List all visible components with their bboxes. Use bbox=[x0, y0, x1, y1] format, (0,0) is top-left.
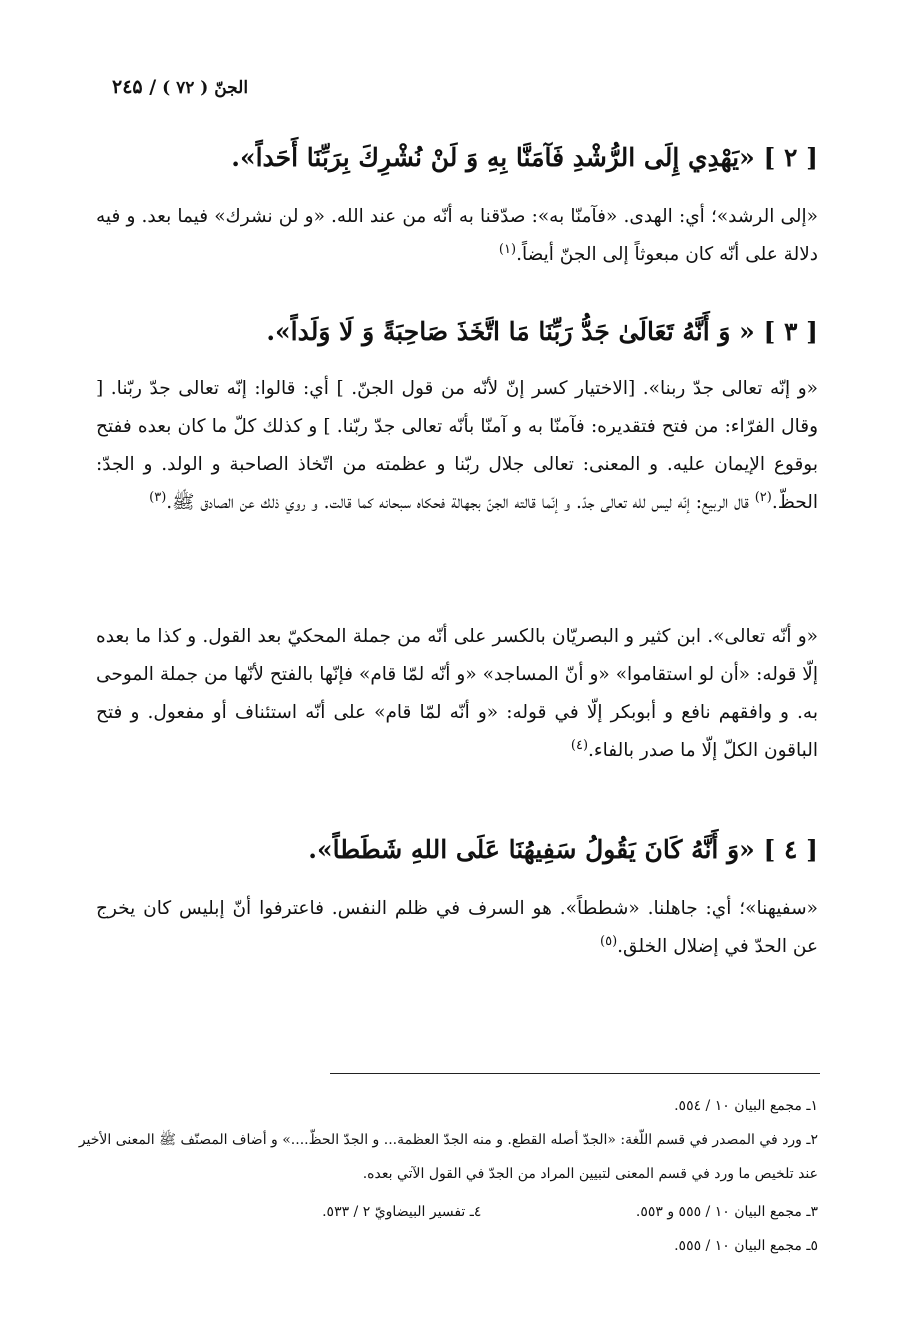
footnote-ref: (١) bbox=[498, 241, 517, 257]
footnote-ref: (٣) bbox=[149, 489, 167, 505]
verse-heading-3: [ ٣ ] « وَ أَنَّهُ تَعَالَىٰ جَدُّ رَبِّنَا مَا اتَّخَذَ صَاحِبَةً وَ لَا وَلَداً». bbox=[266, 317, 818, 346]
paragraph-text: «إلى الرشد»؛ أي: الهدى. «فآمنّا به»: صدّقنا به أنّه من عند الله. «و لن نشرك» فيما بعد. و فيه دلالة على أنّه كان مبعوثاً إلى الجنّ أيضاً. bbox=[96, 206, 818, 265]
paragraph-text: قال الربيع: إنّه ليس لله تعالى جدّ. و إنّما قالته الجنّ بجهالة فحكاه سبحانه كما قالت. و روي ذلك عن الصادق ﷺ. bbox=[166, 492, 755, 513]
running-head bbox=[112, 74, 248, 101]
surah-name: الجنّ ( ۷۲ ) bbox=[162, 78, 249, 98]
verse-heading-2: [ ٢ ] «يَهْدِي إِلَى الرُّشْدِ فَآمَنَّا بِهِ وَ لَنْ نُشْرِكَ بِرَبِّنَا أَحَداً». bbox=[231, 143, 818, 172]
commentary-paragraph bbox=[96, 198, 818, 274]
verse-heading-4: [ ٤ ] «وَ أَنَّهُ كَانَ يَقُولُ سَفِيهُنَا عَلَى اللهِ شَطَطاً». bbox=[308, 835, 818, 864]
footnote-5: ٥ـ مجمع البيان ١٠ / ٥٥٥. bbox=[674, 1238, 818, 1254]
commentary-paragraph bbox=[96, 370, 818, 522]
footnote-ref: (٤) bbox=[570, 737, 589, 753]
footnote-4: ٤ـ تفسير البيضاويّ ٢ / ٥٣٣. bbox=[322, 1204, 482, 1220]
paragraph-text: «و أنّه تعالى». ابن كثير و البصريّان بالكسر على أنّه من جملة المحكيّ بعد القول. و كذا ما بعده إلّا قوله: «أن لو استقاموا» «و أنّ المساجد» «و أنّه لمّا قام» فإنّها بالفتح لأنّها من جملة الموحى به. و وافقهم نافع و أبوبكر إلّا في قوله: «و أنّه لمّا قام» على أنّه استئناف أو مفعول. و فتح الباقون الكلّ إلّا ما صدر بالفاء. bbox=[96, 626, 818, 761]
footnote-ref: (٥) bbox=[600, 933, 618, 949]
footnote-row bbox=[90, 1200, 818, 1224]
footnote-3: ٣ـ مجمع البيان ١٠ / ٥٥٥ و ٥٥٣. bbox=[635, 1204, 818, 1220]
footnote-separator bbox=[330, 1073, 820, 1074]
paragraph-text: «سفيهنا»؛ أي: جاهلنا. «شططاً». هو السرف في ظلم النفس. فاعترفوا أنّ إبليس كان يخرج عن الحدّ في إضلال الخلق. bbox=[96, 898, 818, 957]
footnote-1: ١ـ مجمع البيان ١٠ / ٥٥٤. bbox=[674, 1098, 818, 1114]
page-number: / ۲٤۵ bbox=[112, 76, 157, 98]
commentary-paragraph bbox=[96, 618, 818, 770]
footnote-2-line-2: عند تلخيص ما ورد في قسم المعنى لتبيين المراد من الجدّ في القول الآتي بعده. bbox=[362, 1166, 818, 1182]
paragraph-text: «و إنّه تعالى جدّ ربنا». [الاختيار كسر إنّ لأنّه من قول الجنّ. ] أي: قالوا: إنّه تعالى جدّ ربّنا. [ وقال الفرّاء: من فتح فتقديره: فآمنّا به و آمنّا بأنّه تعالى جدّ ربّنا. ] و كذلك كلّ ما كان بعده ففتح بوقوع الإيمان عليه. و المعنى: تعالى جلال ربّنا و عظمته من اتّخاذ الصاحبة و الولد. و الجدّ: الحظّ. bbox=[96, 378, 818, 513]
commentary-paragraph bbox=[96, 890, 818, 966]
footnote-2-line-1: ٢ـ ورد في المصدر في قسم اللّغة: «الجدّ أصله القطع. و منه الجدّ العظمة... و الجدّ الحظّ....» و أضاف المصنّف ﷺ المعنى الأخير bbox=[78, 1132, 818, 1148]
footnote-ref: (٢) bbox=[754, 489, 772, 505]
